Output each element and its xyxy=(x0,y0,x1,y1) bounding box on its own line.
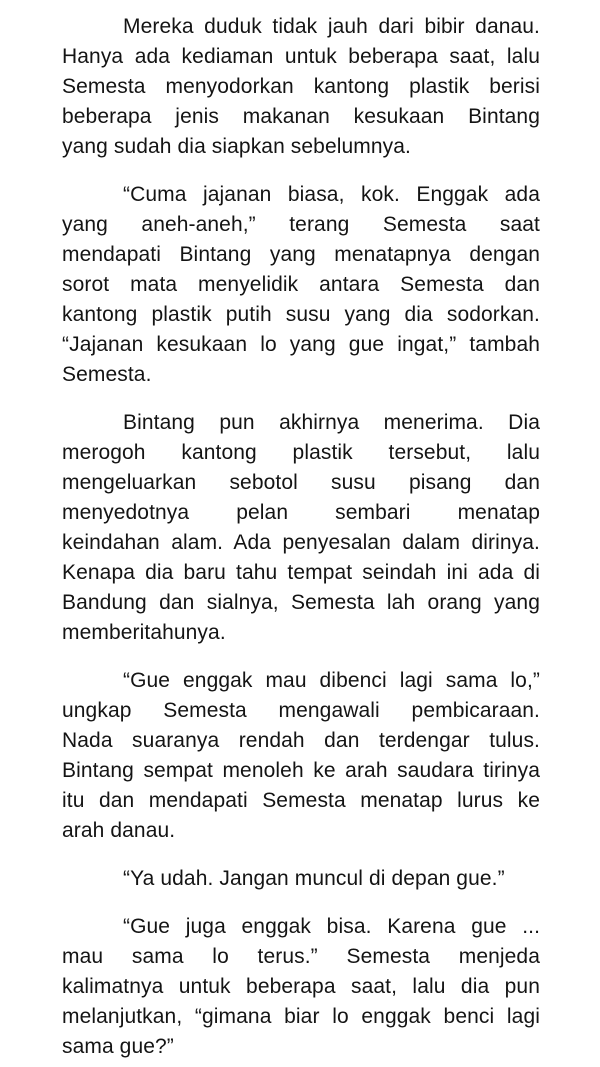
text-line: Nada suaranya rendah dan terdengar tulus. xyxy=(62,729,540,752)
text-line: “Jajanan kesukaan lo yang gue ingat,” tambah xyxy=(62,333,540,356)
text-line: beberapa jenis makanan kesukaan Bintang xyxy=(62,105,540,128)
text-line: Bandung dan sialnya, Semesta lah orang yang xyxy=(62,591,540,614)
text-line: keindahan alam. Ada penyesalan dalam dirinya. xyxy=(62,531,540,554)
text-line: Hanya ada kediaman untuk beberapa saat, lalu xyxy=(62,45,540,68)
paragraph xyxy=(62,12,540,162)
text-line: arah danau. xyxy=(62,819,176,842)
text-line: mendapati Bintang yang menatapnya dengan xyxy=(62,243,540,266)
text-line: yang sudah dia siapkan sebelumnya. xyxy=(62,135,411,158)
text-line: itu dan mendapati Semesta menatap lurus ke xyxy=(62,789,540,812)
paragraph xyxy=(62,666,540,846)
text-line: Mereka duduk tidak jauh dari bibir danau. xyxy=(123,15,540,38)
text-line: kalimatnya untuk beberapa saat, lalu dia pun xyxy=(62,975,540,998)
text-line: kantong plastik putih susu yang dia sodorkan. xyxy=(62,303,540,326)
text-line: sorot mata menyelidik antara Semesta dan xyxy=(62,273,540,296)
text-line: Bintang pun akhirnya menerima. Dia xyxy=(123,411,540,434)
paragraph xyxy=(62,864,540,894)
text-line: mengeluarkan sebotol susu pisang dan xyxy=(62,471,540,494)
text-line: merogoh kantong plastik tersebut, lalu xyxy=(62,441,540,464)
text-line: memberitahunya. xyxy=(62,621,226,644)
text-line: Semesta menyodorkan kantong plastik berisi xyxy=(62,75,540,98)
text-line: “Gue enggak mau dibenci lagi sama lo,” xyxy=(123,669,540,692)
paragraph xyxy=(62,408,540,648)
paragraph xyxy=(62,912,540,1062)
text-line: “Gue juga enggak bisa. Karena gue ... xyxy=(123,915,540,938)
text-line: Kenapa dia baru tahu tempat seindah ini ada di xyxy=(62,561,540,584)
text-line: sama gue?” xyxy=(62,1035,174,1058)
paragraph xyxy=(62,180,540,390)
text-line: ungkap Semesta mengawali pembicaraan. xyxy=(62,699,540,722)
text-line: Bintang sempat menoleh ke arah saudara tirinya xyxy=(62,759,540,782)
text-line: mau sama lo terus.” Semesta menjeda xyxy=(62,945,540,968)
text-line: Semesta. xyxy=(62,363,152,386)
text-line: “Cuma jajanan biasa, kok. Enggak ada xyxy=(123,183,540,206)
text-line: “Ya udah. Jangan muncul di depan gue.” xyxy=(123,867,505,890)
text-line: menyedotnya pelan sembari menatap xyxy=(62,501,540,524)
text-line: melanjutkan, “gimana biar lo enggak benci lagi xyxy=(62,1005,540,1028)
text-line: yang aneh-aneh,” terang Semesta saat xyxy=(62,213,540,236)
